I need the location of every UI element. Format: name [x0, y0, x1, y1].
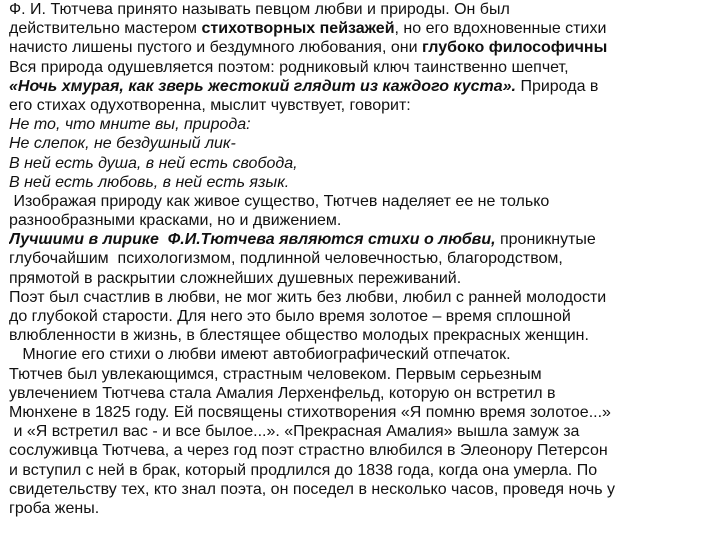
- text-line: [9, 96, 720, 115]
- text-run: Многие его стихи о любви имеют автобиографический отпечаток.: [9, 346, 511, 364]
- text-line: [9, 0, 720, 19]
- text-run: действительно мастером: [9, 20, 202, 38]
- text-run: В ней есть любовь, в ней есть язык.: [9, 173, 290, 191]
- text-run: свидетельству тех, кто знал поэта, он поседел в несколько часов, проведя ночь у: [9, 480, 616, 498]
- text-run: «Ночь хмурая, как зверь жестокий глядит из каждого куста».: [9, 77, 516, 95]
- text-line: [9, 192, 720, 211]
- text-line: [9, 307, 720, 326]
- text-line: [9, 154, 720, 173]
- text-line: [9, 480, 720, 499]
- text-run: В ней есть душа, в ней есть свобода,: [9, 154, 298, 172]
- text-run: разнообразными красками, но и движением.: [9, 212, 342, 230]
- text-line: [9, 384, 720, 403]
- text-run: Вся природа одушевляется поэтом: родниковый ключ таинственно шепчет,: [9, 58, 569, 76]
- text-run: Не то, что мните вы, природа:: [9, 116, 251, 134]
- text-line: [9, 345, 720, 364]
- text-run: Лучшими в лирике Ф.И.Тютчева являются стихи о любви,: [9, 231, 496, 249]
- text-line: [9, 173, 720, 192]
- text-line: [9, 249, 720, 268]
- text-line: [9, 115, 720, 134]
- text-line: [9, 19, 720, 38]
- text-run: глубочайшим психологизмом, подлинной человечностью, благородством,: [9, 250, 563, 268]
- text-run: Поэт был счастлив в любви, не мог жить без любви, любил с ранней молодости: [9, 288, 607, 306]
- body-text: [9, 0, 720, 518]
- text-line: [9, 461, 720, 480]
- text-run: Ф. И. Тютчева принято называть певцом любви и природы. Он был: [9, 1, 510, 18]
- text-run: до глубокой старости. Для него это было время золотое – время сплошной: [9, 308, 571, 325]
- text-line: [9, 58, 720, 77]
- text-run: прямотой в раскрытии сложнейших душевных переживаний.: [9, 269, 462, 287]
- text-run: , но его вдохновенные стихи: [394, 20, 607, 38]
- text-run: и вступил с ней в брак, который продлился до 1838 года, когда она умерла. По: [9, 461, 598, 479]
- text-run: глубоко философичны: [421, 39, 608, 57]
- text-line: [9, 441, 720, 460]
- text-line: [9, 422, 720, 441]
- text-run: и «Я встретил вас - и все былое...». «Прекрасная Амалия» вышла замуж за: [9, 423, 580, 441]
- text-line: [9, 403, 720, 422]
- text-line: [9, 77, 720, 96]
- text-line: [9, 499, 720, 518]
- text-line: [9, 230, 720, 249]
- text-run: Изображая природу как живое существо, Тютчев наделяет ее не только: [9, 192, 550, 210]
- text-line: [9, 288, 720, 307]
- text-line: [9, 365, 720, 384]
- text-run: проникнутые: [495, 231, 596, 249]
- text-run: Не слепок, не бездушный лик-: [9, 135, 236, 153]
- text-line: [9, 269, 720, 288]
- text-run: его стихах одухотворенна, мыслит чувствует, говорит:: [9, 96, 411, 114]
- text-run: Природа в: [516, 77, 599, 95]
- text-run: увлечением Тютчева стала Амалия Лерхенфельд, которую он встретил в: [9, 384, 556, 402]
- text-run: сослуживца Тютчева, а через год поэт страстно влюбился в Элеонору Петерсон: [9, 442, 608, 460]
- text-run: начисто лишены пустого и бездумного любования, они: [9, 39, 422, 57]
- text-run: влюбленности в жизнь, в блестящее общество молодых прекрасных женщин.: [9, 327, 589, 345]
- text-run: Мюнхене в 1825 году. Ей посвящены стихотворения «Я помню время золотое...»: [9, 403, 611, 421]
- text-run: Тютчев был увлекающимся, страстным человеком. Первым серьезным: [9, 365, 542, 383]
- text-line: [9, 211, 720, 230]
- text-line: [9, 134, 720, 153]
- text-line: [9, 326, 720, 345]
- text-line: [9, 38, 720, 57]
- text-run: гроба жены.: [9, 499, 100, 517]
- text-run: стихотворных пейзажей: [201, 20, 395, 38]
